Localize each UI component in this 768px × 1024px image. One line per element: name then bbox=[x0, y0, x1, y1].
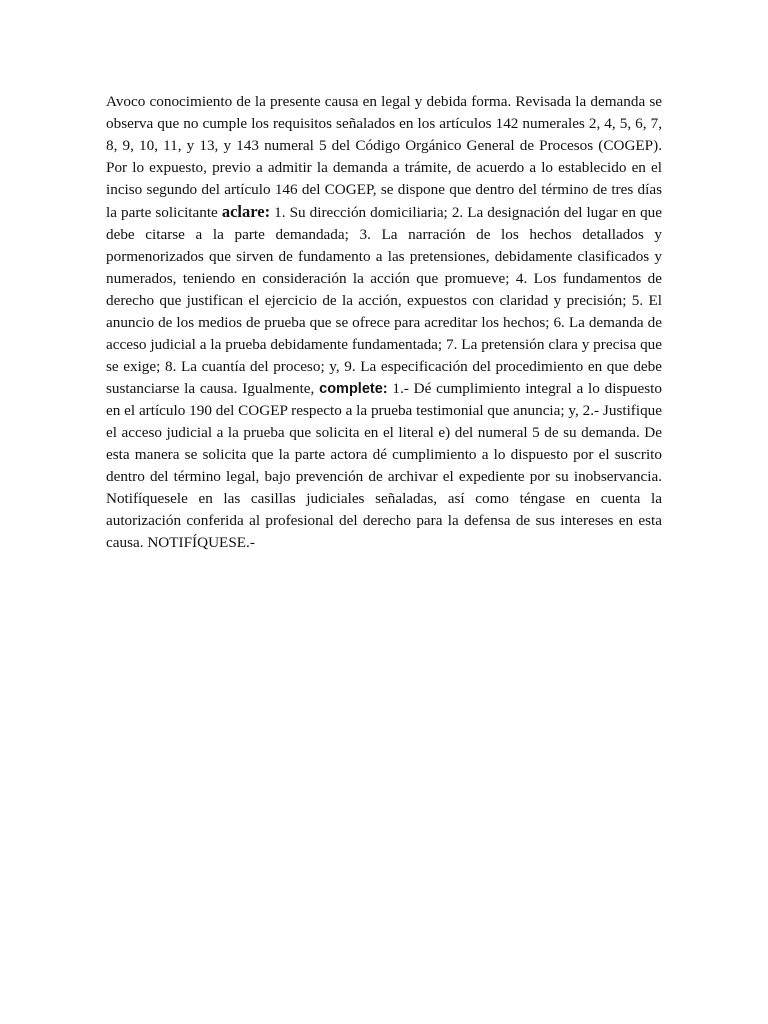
body-paragraph bbox=[106, 91, 662, 554]
paragraph-text-part-2: 1. Su dirección domiciliaria; 2. La designación del lugar en que debe citarse a la parte demandada; 3. La narración de los hechos detallados y pormenorizados que sirven de fundamento a las pretensiones, debidamente clasificados y numerados, teniendo en consideración la acción que promueve; 4. Los fundamentos de derecho que justifican el ejercicio de la acción, expuestos con claridad y precisión; 5. El anuncio de los medios de prueba que se ofrece para acreditar los hechos; 6. La demanda de acceso judicial a la prueba debidamente fundamentada; 7. La pretensión clara y precisa que se exige; 8. La cuantía del proceso; y, 9. La especificación del procedimiento en que debe sustanciarse la causa. Igualmente, bbox=[106, 204, 662, 397]
emphasis-aclare: aclare: bbox=[221, 202, 271, 221]
paragraph-text-part-3: 1.- Dé cumplimiento integral a lo dispuesto en el artículo 190 del COGEP respecto a la prueba testimonial que anuncia; y, 2.- Justifique el acceso judicial a la prueba que solicita en el literal e) del numeral 5 de su demanda. De esta manera se solicita que la parte actora dé cumplimiento a lo dispuesto por el suscrito dentro del término legal, bajo prevención de archivar el expediente por su inobservancia. Notifíquesele en las casillas judiciales señaladas, así como téngase en cuenta la autorización conferida al profesional del derecho para la defensa de sus intereses en esta causa. bbox=[106, 380, 662, 551]
emphasis-complete: complete: bbox=[319, 381, 388, 397]
closing-notifiquese: NOTIFÍQUESE.- bbox=[147, 534, 255, 551]
paragraph-text-part-1: Avoco conocimiento de la presente causa en legal y debida forma. Revisada la demanda se observa que no cumple los requisitos señalados en los artículos 142 numerales 2, 4, 5, 6, 7, 8, 9, 10, 11, y 13, y 143 numeral 5 del Código Orgánico General de Procesos (COGEP). Por lo expuesto, previo a admitir la demanda a trámite, de acuerdo a lo establecido en el inciso segundo del artículo 146 del COGEP, se dispone que dentro del término de tres días la parte solicitante bbox=[106, 93, 662, 221]
